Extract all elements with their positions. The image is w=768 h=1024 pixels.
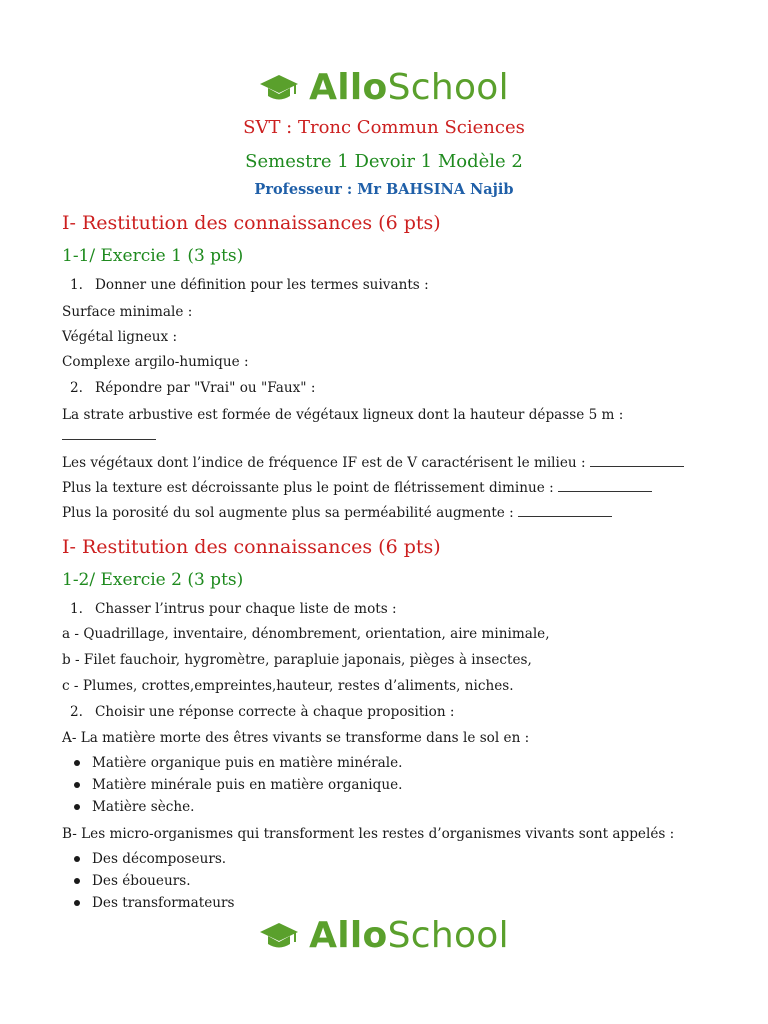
- statement-line: Plus la porosité du sol augmente plus sa perméabilité augmente :: [62, 505, 612, 521]
- logo-text: AlloSchool: [309, 915, 509, 956]
- exercise-heading-1: 1-1/ Exercie 1 (3 pts): [62, 246, 244, 266]
- word-list: a - Quadrillage, inventaire, dénombrement, orientation, aire minimale,: [62, 626, 550, 642]
- exercise-heading-2: 1-2/ Exercie 2 (3 pts): [62, 570, 244, 590]
- professor-name: Professeur : Mr BAHSINA Najib: [254, 181, 514, 198]
- option-item[interactable]: Matière organique puis en matière minérale.: [74, 755, 402, 771]
- graduation-cap-icon: [259, 73, 299, 103]
- bullet-icon: [74, 804, 80, 810]
- option-item[interactable]: Des décomposeurs.: [74, 851, 226, 867]
- bullet-icon: [74, 878, 80, 884]
- header-logo[interactable]: [0, 66, 768, 110]
- statement-line: Les végétaux dont l’indice de fréquence IF est de V caractérisent le milieu :: [62, 455, 684, 471]
- section-heading-2: I- Restitution des connaissances (6 pts): [62, 536, 441, 558]
- proposition-a: A- La matière morte des êtres vivants se transforme dans le sol en :: [62, 730, 530, 746]
- answer-blank[interactable]: [590, 456, 684, 467]
- semester-title: Semestre 1 Devoir 1 Modèle 2: [245, 151, 523, 172]
- question-2-1: 1. Chasser l’intrus pour chaque liste de mots :: [70, 601, 397, 617]
- subject-title: SVT : Tronc Commun Sciences: [243, 117, 525, 138]
- option-item[interactable]: Matière minérale puis en matière organique.: [74, 777, 402, 793]
- bullet-icon: [74, 760, 80, 766]
- bullet-icon: [74, 782, 80, 788]
- statement-line: Plus la texture est décroissante plus le point de flétrissement diminue :: [62, 480, 652, 496]
- term-line: Complexe argilo-humique :: [62, 354, 249, 370]
- statement-line: La strate arbustive est formée de végétaux ligneux dont la hauteur dépasse 5 m :: [62, 407, 624, 423]
- option-item[interactable]: Des transformateurs: [74, 895, 234, 911]
- word-list: b - Filet fauchoir, hygromètre, parapluie japonais, pièges à insectes,: [62, 652, 532, 668]
- answer-blank[interactable]: [518, 506, 612, 517]
- footer-logo[interactable]: [0, 914, 768, 958]
- answer-blank[interactable]: [558, 481, 652, 492]
- bullet-icon: [74, 900, 80, 906]
- logo-text: AlloSchool: [309, 67, 509, 108]
- graduation-cap-icon: [259, 921, 299, 951]
- proposition-b: B- Les micro-organismes qui transforment les restes d’organismes vivants sont appelés :: [62, 826, 675, 842]
- term-line: Surface minimale :: [62, 304, 193, 320]
- word-list: c - Plumes, crottes,empreintes,hauteur, restes d’aliments, niches.: [62, 678, 514, 694]
- section-heading-1: I- Restitution des connaissances (6 pts): [62, 212, 441, 234]
- question-1-2: 2. Répondre par "Vrai" ou "Faux" :: [70, 380, 316, 396]
- question-2-2: 2. Choisir une réponse correcte à chaque proposition :: [70, 704, 455, 720]
- term-line: Végétal ligneux :: [62, 329, 178, 345]
- option-item[interactable]: Matière sèche.: [74, 799, 195, 815]
- option-item[interactable]: Des éboueurs.: [74, 873, 191, 889]
- bullet-icon: [74, 856, 80, 862]
- question-1-1: 1. Donner une définition pour les termes suivants :: [70, 277, 429, 293]
- answer-blank[interactable]: [62, 428, 156, 444]
